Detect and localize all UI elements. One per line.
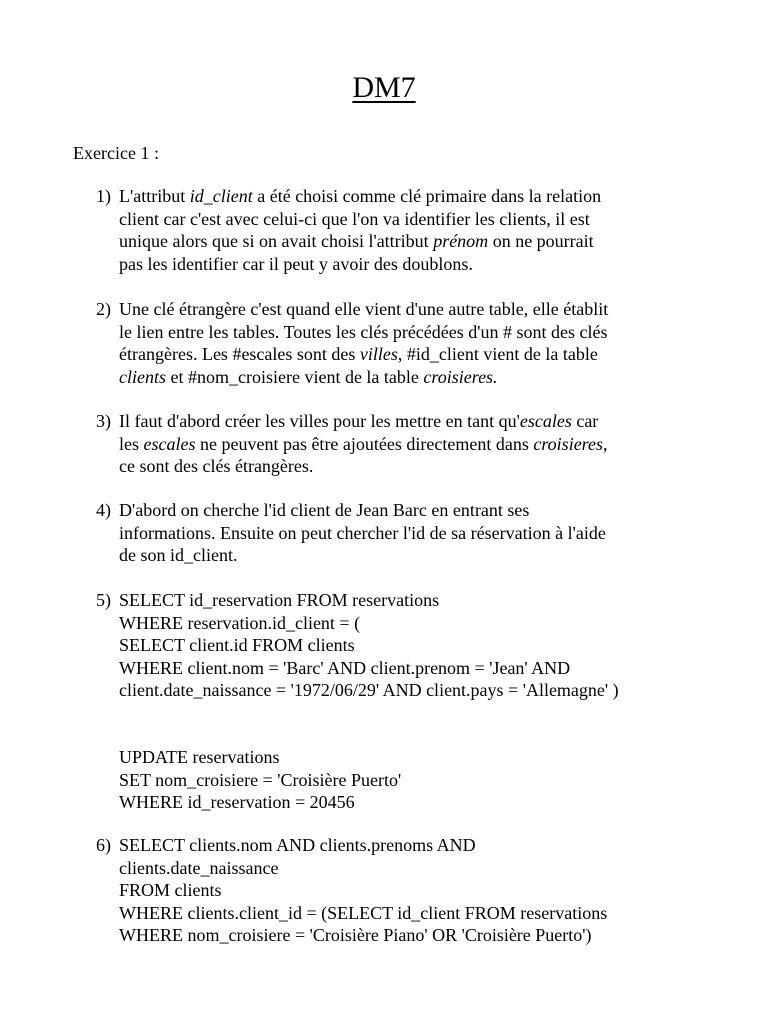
text-line [119,879,706,902]
answer-item-3 [96,410,706,478]
text-segment: ce sont des clés étrangères. [119,456,314,477]
text-line [119,321,706,344]
text-segment: WHERE clients.client_id = (SELECT id_client FROM reservations [119,902,608,923]
text-line [119,834,706,857]
text-segment: Une clé étrangère c'est quand elle vient d'une autre table, elle établit [119,299,609,319]
text-segment: le lien entre les tables. Toutes les clés précédées d'un # sont des clés [119,321,608,342]
text-line [119,924,706,947]
text-line [119,298,706,321]
text-segment: UPDATE reservations [119,746,280,767]
document-title-text: DM7 [352,71,416,104]
text-line [119,499,706,522]
answer-number: 4) [96,500,111,520]
text-segment: a été choisi comme clé primaire dans la relation [252,186,602,206]
text-segment: WHERE nom_croisiere = 'Croisière Piano' OR 'Croisière Puerto') [119,925,592,946]
answer-number: 1) [96,186,111,206]
text-segment: client car c'est avec celui-ci que l'on va identifier les clients, il est [119,208,590,229]
text-segment: WHERE client.nom = 'Barc' AND client.prenom = 'Jean' AND [119,657,571,678]
text-line [119,522,706,545]
text-segment: ne peuvent pas être ajoutées directement dans [195,433,534,454]
italic-term: croisieres [533,433,604,454]
answer-body [119,410,706,478]
text-segment: étrangères. Les #escales sont des [119,344,360,365]
text-segment: et #nom_croisiere vient de la table [166,366,424,387]
text-line [119,769,706,792]
text-segment: les [119,433,144,454]
text-segment: clients.date_naissance [119,857,279,878]
text-line [119,791,706,814]
text-segment: , [603,433,608,454]
text-line [119,185,706,208]
answer-number: 5) [96,590,111,610]
answer-item-1 [96,185,706,275]
text-line [119,433,706,456]
italic-term: escales [143,433,196,454]
text-segment: WHERE id_reservation = 20456 [119,792,355,813]
answer-body [119,298,706,388]
text-line [119,230,706,253]
blank-line [119,724,706,746]
text-segment: SELECT clients.nom AND clients.prenoms AND [119,835,476,855]
text-segment: D'abord on cherche l'id client de Jean Barc en entrant ses [119,500,530,520]
answer-item-6 [96,834,706,947]
answer-body [119,185,706,275]
text-line [119,679,706,702]
text-line [119,253,706,276]
text-segment: car [571,411,599,431]
text-line [119,612,706,635]
text-line [119,366,706,389]
text-segment: WHERE reservation.id_client = ( [119,612,361,633]
text-segment: de son id_client. [119,545,238,566]
italic-term: id_client [189,186,253,206]
italic-term: clients [119,366,166,387]
text-segment: SELECT id_reservation FROM reservations [119,590,440,610]
text-segment: SELECT client.id FROM clients [119,635,355,656]
text-segment: on ne pourrait [488,231,594,252]
text-line [119,857,706,880]
text-line [119,343,706,366]
exercise-label: Exercice 1 : [73,143,159,163]
text-line [119,208,706,231]
text-line [119,657,706,680]
answer-number: 3) [96,411,111,431]
text-segment: FROM clients [119,880,222,901]
text-segment: pas les identifier car il peut y avoir des doublons. [119,253,473,274]
answer-body [119,589,706,814]
text-line [119,746,706,769]
answer-body [119,499,706,567]
text-line [119,410,706,433]
answer-item-2 [96,298,706,388]
answer-item-4 [96,499,706,567]
italic-term: prénom [433,231,489,252]
text-segment: unique alors que si on avait choisi l'attribut [119,231,434,252]
text-segment: Il faut d'abord créer les villes pour les mettre en tant qu' [119,411,520,431]
answer-number: 2) [96,299,111,319]
blank-line [119,702,706,724]
italic-term: escales [519,411,572,431]
text-line [119,544,706,567]
answer-number: 6) [96,835,111,855]
text-segment: SET nom_croisiere = 'Croisière Puerto' [119,769,402,790]
answer-item-5 [96,589,706,814]
text-segment: client.date_naissance = '1972/06/29' AND client.pays = 'Allemagne' ) [119,680,619,701]
text-line [119,589,706,612]
answer-body [119,834,706,947]
text-line [119,902,706,925]
text-segment: L'attribut [119,186,190,206]
text-line [119,634,706,657]
text-segment: , #id_client vient de la table [397,344,598,365]
document-title [0,70,768,106]
text-segment: informations. Ensuite on peut chercher l'id de sa réservation à l'aide [119,522,606,543]
italic-term: croisieres. [423,366,498,387]
italic-term: villes [359,344,398,365]
text-line [119,455,706,478]
